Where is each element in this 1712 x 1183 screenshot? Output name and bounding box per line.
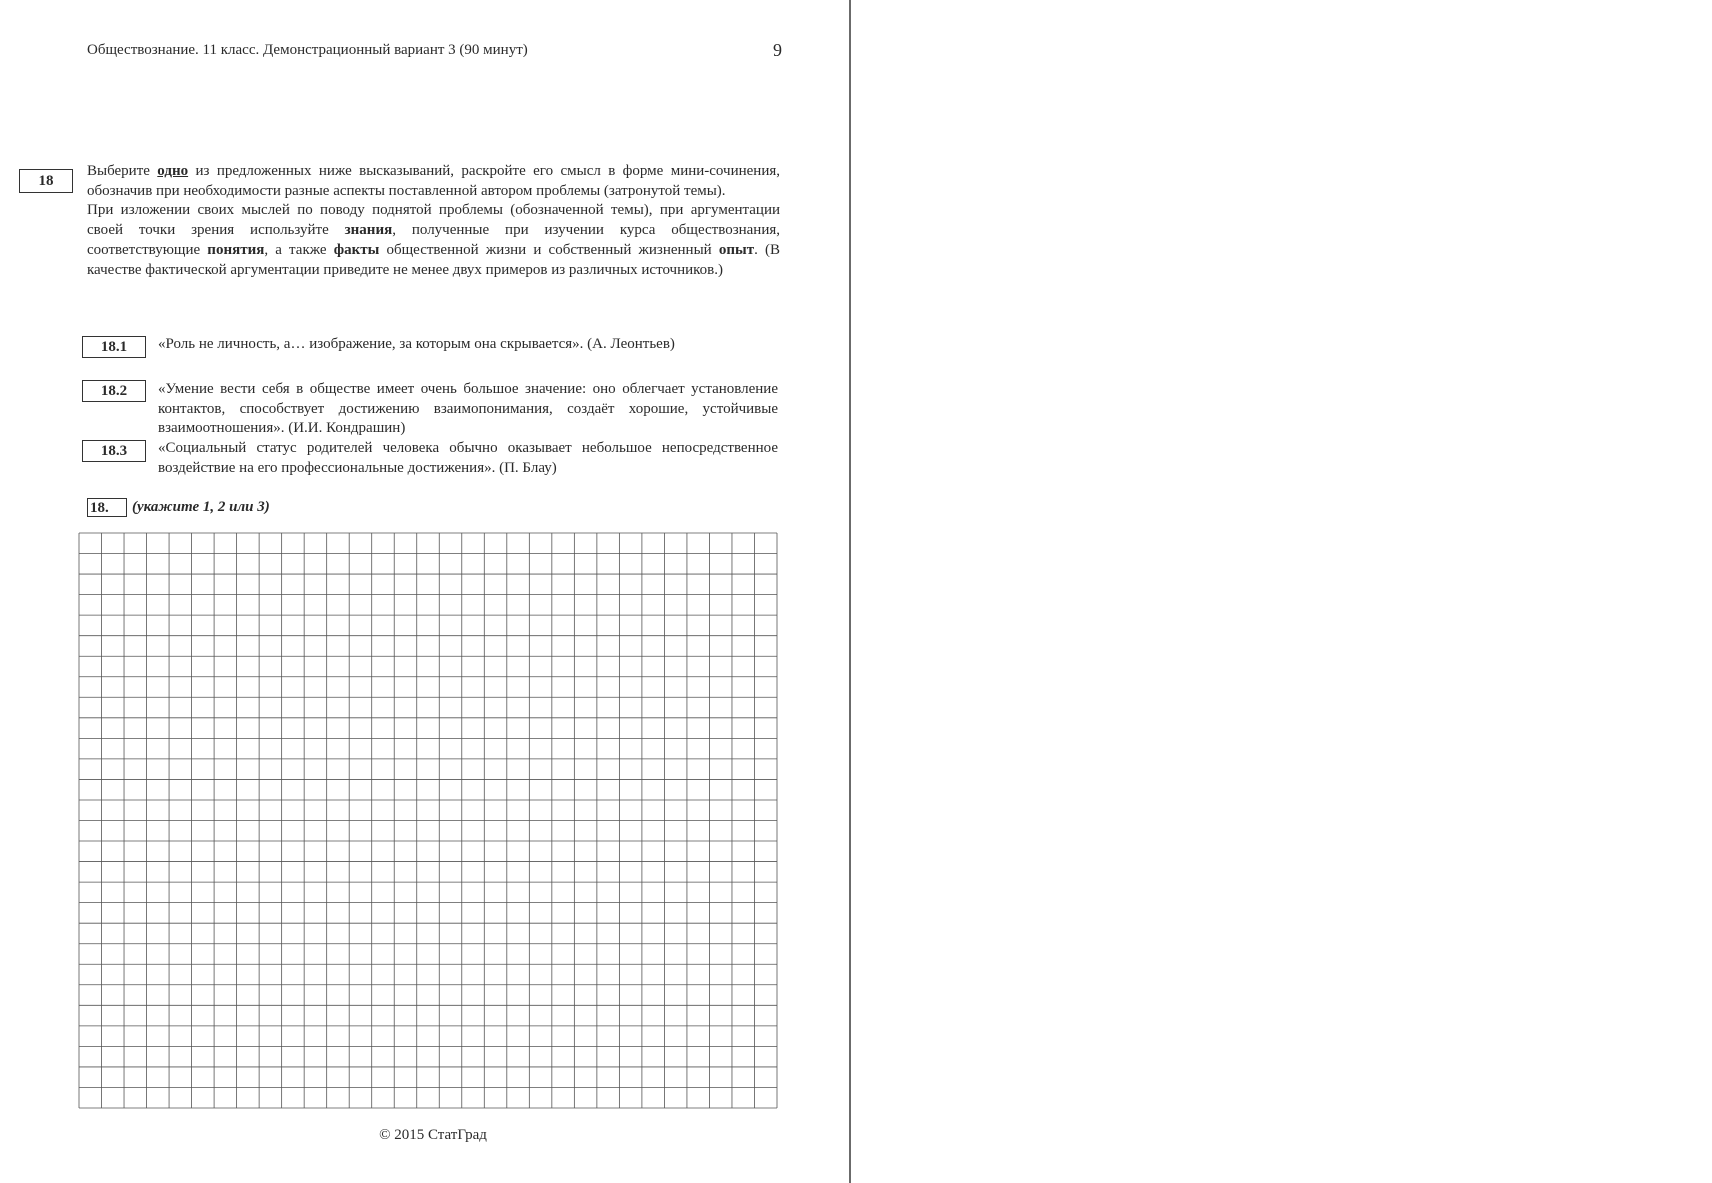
page-divider: [849, 0, 851, 1183]
task-instructions: [87, 162, 780, 280]
option-label-18-1: 18.1: [82, 336, 146, 358]
option-text-18-1: «Роль не личность, а… изображение, за которым она скрывается». (А. Леонтьев): [158, 336, 675, 352]
copyright-footer: © 2015 СтатГрад: [379, 1127, 487, 1143]
page-number: 9: [773, 40, 782, 60]
instruction-paragraph-1: Выберите одно из предложенных ниже высказываний, раскройте его смысл в форме мини-сочинения, обозначив при необходимости разные аспекты поставленной автором проблемы (затронутой темы).: [87, 163, 780, 199]
option-text-18-2: «Умение вести себя в обществе имеет очень большое значение: оно облегчает установление контактов, способствует достижению взаимопонимания, создаёт хорошие, устойчивые взаимоотношения». (И.И. Кондрашин): [158, 381, 778, 437]
answer-grid[interactable]: [78, 532, 778, 1109]
option-label-18-3: 18.3: [82, 440, 146, 462]
answer-number-field[interactable]: 18.: [87, 498, 127, 517]
option-text-18-3: «Социальный статус родителей человека обычно оказывает небольшое непосредственное воздействие на его профессиональные достижения». (П. Блау): [158, 440, 778, 476]
answer-hint: (укажите 1, 2 или 3): [132, 499, 270, 515]
option-label-18-2: 18.2: [82, 380, 146, 402]
document-page: [0, 0, 849, 1183]
instruction-paragraph-2: При изложении своих мыслей по поводу поднятой проблемы (обозначенной темы), при аргументации своей точки зрения используйте знания, полученные при изучении курса обществознания, соответствующие понятия, а также факты общественной жизни и собственный жизненный опыт. (В качестве фактической аргументации приведите не менее двух примеров из различных источников.): [87, 202, 781, 278]
header-title: Обществознание. 11 класс. Демонстрационный вариант 3 (90 минут): [87, 42, 528, 58]
task-number-box: 18: [19, 169, 73, 193]
